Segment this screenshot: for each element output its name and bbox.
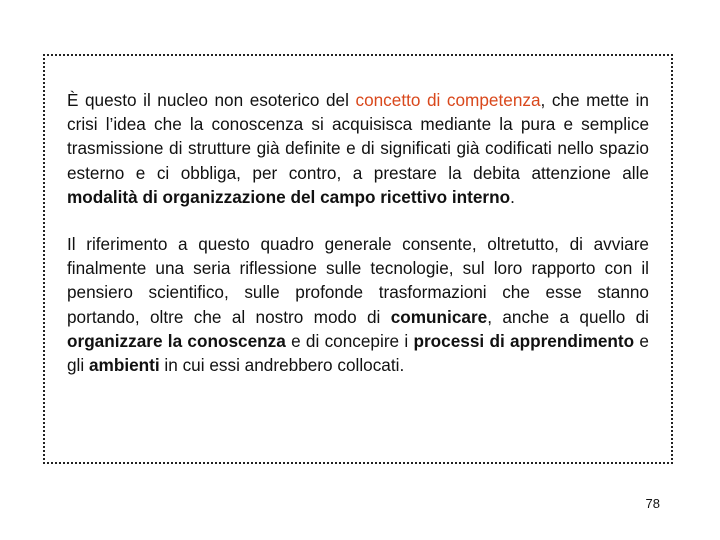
- bold-comunicare: comunicare: [390, 306, 488, 327]
- text-span: in cui essi andrebbero collocati.: [159, 355, 405, 376]
- bold-modalita-organizzazione: modalità di organizzazione del campo ricettivo interno: [67, 186, 511, 207]
- text-span: e di concepire i: [285, 330, 414, 351]
- text-span: , anche a quello di: [487, 306, 650, 327]
- bold-organizzare-conoscenza: organizzare la conoscenza: [67, 330, 286, 351]
- bold-processi-apprendimento: processi di apprendimento: [413, 330, 635, 351]
- bold-ambienti: ambienti: [88, 355, 160, 376]
- text-box: [43, 54, 673, 464]
- paragraph-competenza: [67, 88, 649, 209]
- text-span: Il riferimento a questo quadro generale consente, oltretutto, di avviare finalmente una seria riflessione sulle tecnologie, sul loro rapporto con il pensiero scientifico, sulle profonde trasformazioni che esse stanno portando, oltre che al nostro modo di: [67, 234, 649, 327]
- highlight-concetto-di-competenza: concetto di competenza: [355, 90, 541, 110]
- text-span: , che mette in crisi l’idea che la conoscenza si acquisisca mediante la pura e semplice trasmissione di strutture già definite e di significati già codificati nello spazio esterno e ci obbliga, per contro, a prestare la debita attenzione alle: [67, 90, 649, 183]
- paragraph-tecnologie: [67, 232, 649, 377]
- text-span: È questo il nucleo non esoterico del: [67, 90, 356, 110]
- text-span: .: [510, 186, 515, 207]
- text-span: e gli: [67, 330, 649, 376]
- page-number: 78: [645, 496, 660, 511]
